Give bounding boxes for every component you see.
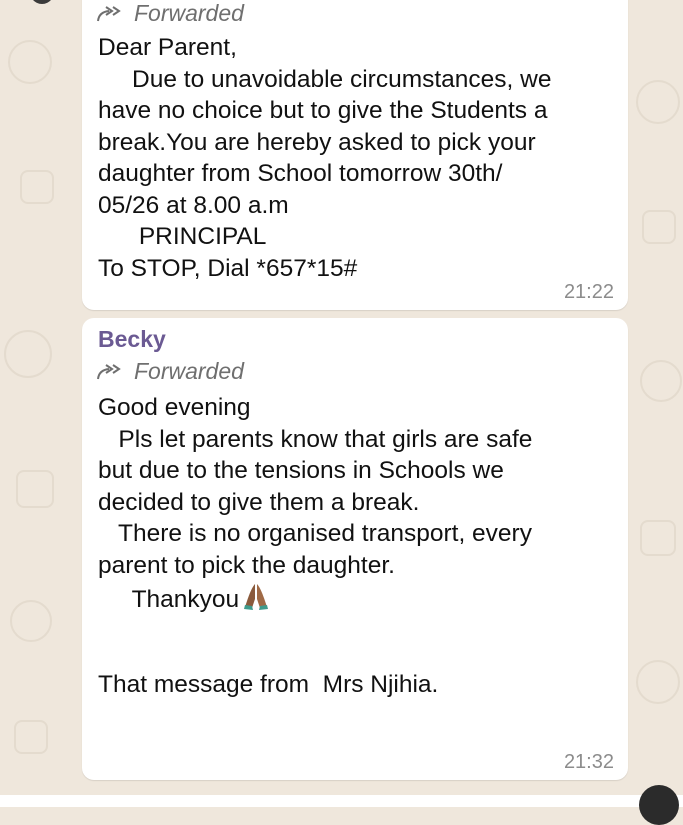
forwarded-label: Forwarded [134, 358, 244, 384]
message-timestamp: 21:32 [563, 751, 614, 773]
message-text [98, 392, 614, 701]
forwarded-icon [96, 5, 124, 23]
message-line: Due to unavoidable circumstances, we [98, 65, 552, 93]
message-line-text: Thankyou [98, 586, 240, 613]
forwarded-indicator [96, 358, 244, 385]
message-line: break.You are hereby asked to pick your [98, 128, 536, 156]
message-line: Pls let parents know that girls are safe [98, 425, 533, 453]
message-timestamp: 21:22 [563, 281, 614, 303]
sender-name[interactable]: Becky [98, 326, 166, 352]
message-line: There is no organised transport, every [98, 520, 532, 547]
bottom-input-bar[interactable] [0, 795, 683, 807]
message-line: but due to the tensions in Schools we [98, 457, 504, 484]
message-bubble[interactable] [82, 318, 628, 780]
folded-hands-icon [241, 581, 271, 611]
message-line: 05/26 at 8.00 a.m [98, 191, 289, 219]
forwarded-indicator [96, 0, 244, 27]
message-text [98, 32, 614, 284]
message-line: decided to give them a break. [98, 488, 420, 516]
message-line: That message from Mrs Njihia. [98, 671, 439, 698]
message-line: Good evening [98, 394, 251, 421]
message-line: Dear Parent, [98, 34, 237, 61]
message-line: daughter from School tomorrow 30th/ [98, 160, 503, 187]
message-line: parent to pick the daughter. [98, 551, 395, 579]
message-bubble[interactable] [82, 0, 628, 310]
forwarded-label: Forwarded [134, 0, 244, 26]
message-line: have no choice but to give the Students a [98, 97, 548, 124]
forwarded-icon [96, 363, 124, 381]
message-line: PRINCIPAL [98, 223, 267, 250]
mic-button[interactable] [639, 785, 679, 825]
message-line: To STOP, Dial *657*15# [98, 254, 358, 282]
message-line [98, 581, 614, 669]
